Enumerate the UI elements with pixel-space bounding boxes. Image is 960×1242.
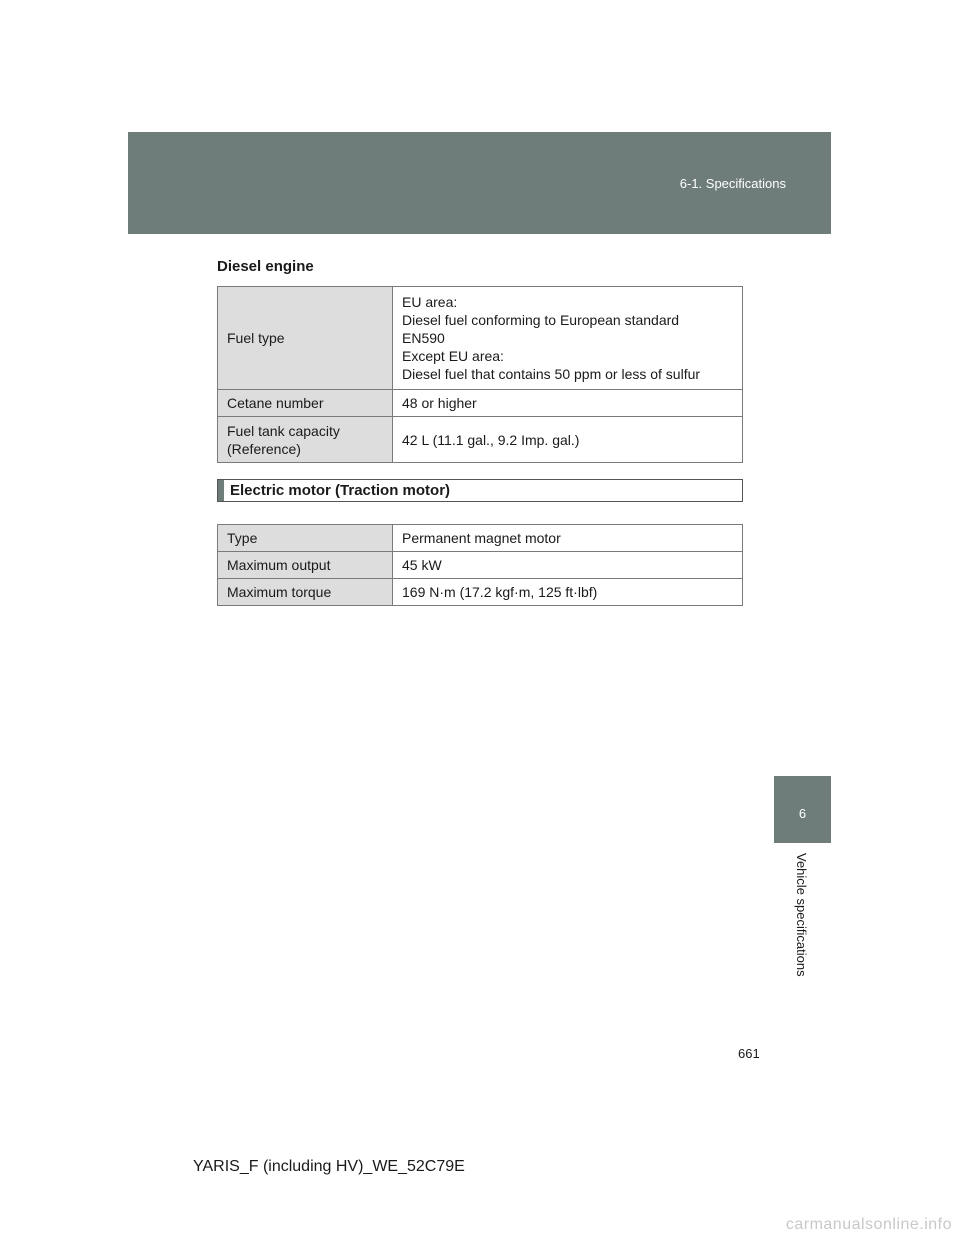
tank-capacity-value: 42 L (11.1 gal., 9.2 Imp. gal.) [393,417,743,463]
fuel-type-line: Except EU area: [402,348,504,364]
motor-type-label: Type [218,525,393,552]
tank-label-line: Fuel tank capacity [227,422,340,439]
table-row [218,579,743,606]
electric-motor-header [217,479,743,502]
fuel-type-line: EU area: [402,294,458,310]
max-torque-label: Maximum torque [218,579,393,606]
cetane-value: 48 or higher [393,390,743,417]
max-output-label: Maximum output [218,552,393,579]
table-row [218,525,743,552]
fuel-type-line: Diesel fuel conforming to European standard [402,312,680,328]
diesel-spec-table [217,286,743,463]
fuel-type-line: EN590 [402,330,445,346]
table-row [218,390,743,417]
max-torque-value: 169 N·m (17.2 kgf·m, 125 ft·lbf) [393,579,743,606]
chapter-number: 6 [798,806,807,821]
header-band [128,132,831,234]
cetane-label: Cetane number [218,390,393,417]
section-header: 6-1. Specifications [679,176,786,191]
chapter-tab [774,776,831,843]
motor-spec-table [217,524,743,606]
fuel-type-value [393,287,743,390]
motor-type-value: Permanent magnet motor [393,525,743,552]
fuel-type-label: Fuel type [218,287,393,390]
page-number: 661 [738,1046,760,1061]
table-row [218,287,743,390]
header-accent-bar [218,480,224,501]
document-footer: YARIS_F (including HV)_WE_52C79E [193,1158,465,1175]
table-row [218,552,743,579]
watermark: carmanualsonline.info [785,1216,952,1233]
table-row [218,417,743,463]
fuel-type-line: Diesel fuel that contains 50 ppm or less of sulfur [402,366,701,382]
diesel-engine-title: Diesel engine [217,258,314,275]
tank-label-line: (Reference) [227,440,301,457]
chapter-label: Vehicle specifications [794,853,809,977]
max-output-value: 45 kW [393,552,743,579]
electric-motor-title: Electric motor (Traction motor) [230,482,451,499]
tank-capacity-label [218,417,393,463]
